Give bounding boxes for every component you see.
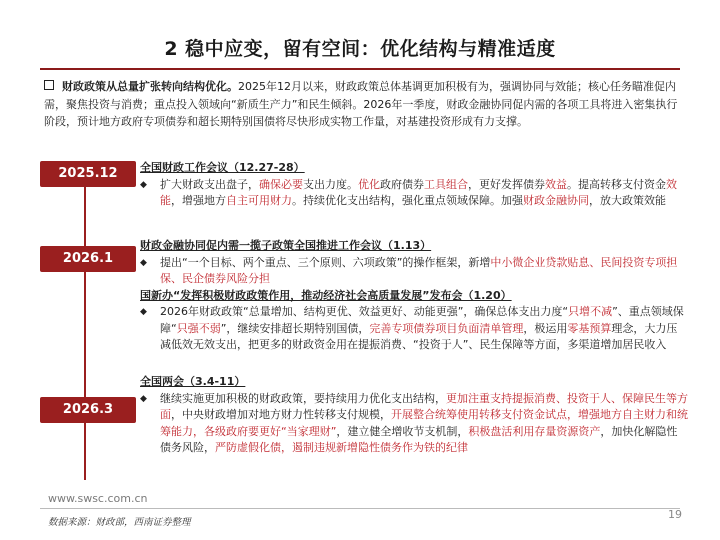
list-item: [140, 177, 688, 210]
item-text: [160, 304, 688, 354]
text-run: ，更好发挥债券: [468, 177, 545, 191]
highlighted-text: 工具组合: [424, 177, 468, 191]
list-item: [140, 391, 688, 457]
intro-text: 2025年12月以来，财政政策总体基调更加积极有为，强调协同与效能；核心任务瞄准促内需，聚焦投资与消费；重点投入领域向“新质生产力”和民生倾斜。2026年一季度，财政金融协同促内需的各项工具将进入密集执行阶段，预计地方政府专项债券和超长期特别国债将尽快形成实物工作量，对基建投资形成有力支撑。: [44, 80, 678, 128]
text-run: ，加快化解隐性债务风险，: [160, 424, 678, 454]
highlighted-text: 积极盘活利用存量资源资产: [468, 424, 601, 438]
diamond-bullet-icon: ◆: [140, 307, 147, 317]
list-item: [140, 304, 688, 354]
highlighted-text: 完善专项债券项目负面清单管理: [369, 321, 524, 335]
text-run: ”、重点领域保障“: [160, 305, 684, 335]
date-tag-2025-12: 2025.12: [40, 161, 136, 187]
text-run: ，中央财政增加对地方财力性转移支付规模，: [171, 408, 391, 421]
highlighted-text: 自主可用财力: [226, 194, 292, 207]
text-run: 政府债券: [380, 177, 424, 191]
title-divider: [40, 68, 680, 70]
footer-divider: [40, 508, 680, 509]
section-heading: 财政金融协同促内需一揽子政策全国推进工作会议（1.13）: [140, 239, 432, 252]
item-text: [160, 391, 688, 457]
highlighted-text: 只增不减: [568, 305, 613, 318]
text-run: 理念，大力压减低效无效支出，把更多的财政资金用在提振消费、“投资于人”、民生保障等方面，多渠道增加居民收入: [160, 321, 678, 351]
highlighted-text: 财政金融协同: [523, 194, 589, 207]
text-run: ，增强地方: [171, 194, 226, 207]
timeline-line: [84, 170, 86, 480]
text-run: 继续实施更加积极的财政政策，要持续用力优化支出结构，: [160, 391, 446, 405]
highlighted-text: 更加注重支持提振消费、投资于人、保障民生等方面: [160, 391, 688, 421]
diamond-bullet-icon: ◆: [140, 393, 147, 404]
highlighted-text: 中小微企业贷款贴息、民间投资专项担保、民企债券风险分担: [160, 255, 678, 285]
section-2026-1: [140, 238, 688, 354]
intro-lead: 财政政策从总量扩张转向结构优化。: [62, 80, 238, 93]
list-item: [140, 255, 688, 288]
diamond-bullet-icon: ◆: [140, 257, 147, 268]
highlighted-text: 开展整合统筹使用转移支付资金试点，增强地方自主财力和统筹能力，各级政府要更好“当家理财”: [160, 408, 688, 438]
text-run: 2026年财政政策“总量增加、结构更优、效益更好、动能更强”，确保总体支出力度“: [160, 305, 569, 318]
page-title: 2 稳中应变，留有空间：优化结构与精准适度: [164, 38, 556, 60]
section-heading: 全国财政工作会议（12.27-28）: [140, 161, 305, 174]
date-tag-2026-1: 2026.1: [40, 246, 136, 272]
text-run: 。持续优化支出结构，强化重点领域保障。加强: [292, 194, 523, 207]
text-run: 扩大财政支出盘子，: [160, 177, 259, 191]
text-run: 提出“一个目标、两个重点、三个原则、六项政策”的操作框架，新增: [160, 255, 491, 269]
section-2025-12: [140, 160, 688, 210]
text-run: 支出力度。: [303, 177, 358, 191]
square-box-icon: [44, 80, 54, 90]
section-2026-3: [140, 374, 688, 457]
item-text: [160, 255, 688, 288]
section-heading: 全国两会（3.4-11）: [140, 375, 246, 388]
text-run: ，放大政策效能: [589, 194, 666, 207]
footer-source: 数据来源：财政部，西南证券整理: [48, 517, 191, 528]
text-run: ，极运用: [523, 321, 568, 335]
highlighted-text: 效能: [160, 177, 677, 207]
text-run: ，建立健全增收节支机制，: [336, 424, 469, 438]
highlighted-text: 只强不弱: [176, 321, 221, 335]
highlighted-text: 零基预算: [567, 321, 612, 335]
highlighted-text: 效益: [545, 177, 567, 191]
highlighted-text: 优化: [358, 177, 380, 191]
intro-paragraph: [44, 78, 684, 131]
footer-website: www.swsc.com.cn: [48, 492, 148, 505]
item-text: [160, 177, 688, 210]
highlighted-text: 确保必要: [259, 177, 303, 191]
text-run: ”，继续安排超长期特别国债，: [220, 321, 370, 335]
text-run: 。提高转移支付资金: [567, 177, 666, 191]
section-heading: 国新办“发挥积极财政政策作用，推动经济社会高质量发展”发布会（1.20）: [140, 288, 512, 302]
page-number: 19: [668, 508, 682, 521]
highlighted-text: 严防虚假化债，遏制违规新增隐性债务作为铁的纪律: [215, 441, 468, 454]
date-tag-2026-3: 2026.3: [40, 397, 136, 423]
diamond-bullet-icon: ◆: [140, 179, 147, 190]
